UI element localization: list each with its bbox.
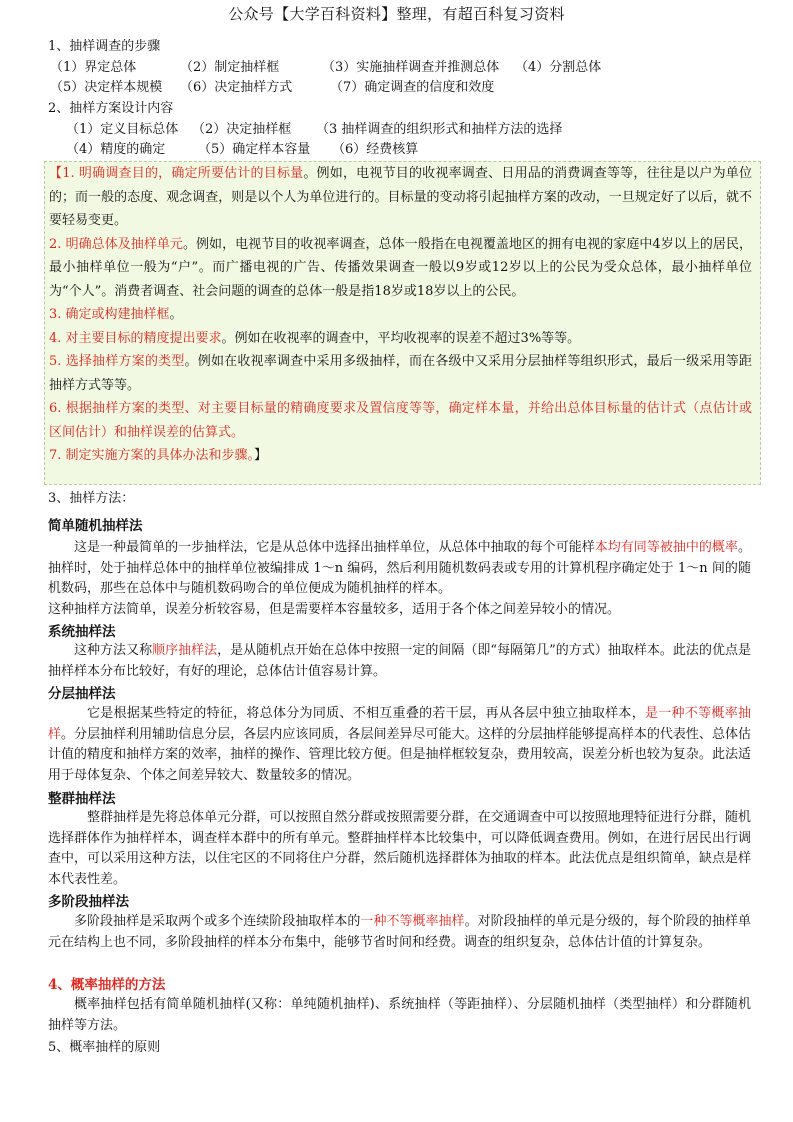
multi-p-b: 。对阶段抽样的单元是分级的，每个阶段的抽样单元在结构上也不同，多阶段抽样的样本分布集中，能够节省时间和经费。调查的组织复杂，总体估计值的计算复杂。 [48,914,751,950]
systematic-heading: 系统抽样法 [48,624,116,640]
box-item-1-text: 。例如，电视节目的收视率调查、日用品的消费调查等等，往往是以户为单位的；而一般的态度、观念调查，则是以个人为单位进行的。目标量的变动将引起抽样方案的改动，一旦规定好了以后，就不要轻易变更。 [49,166,752,228]
multistage-paragraph [48,912,751,953]
design-item-4: （4）精度的确定 [66,142,166,157]
step-7: （7）确定调查的信度和效度 [330,80,495,95]
stratified-paragraph [48,704,751,786]
step-1: （1）界定总体 [50,60,137,75]
box-item-6 [45,397,760,444]
box-item-3-text: 。 [169,307,183,322]
box-item-1-title: 【1. 明确调查目的，确定所要估计的目标量 [49,166,304,181]
sys-p-b: ，是从随机点开始在总体中按照一定的间隔（即“每隔第几”的方式）抽取样本。此法的优点是抽样样本分布比较好，有好的理论，总体估计值容易计算。 [48,643,751,679]
box-item-6-title: 6. 根据抽样方案的类型、对主要目标量的精确度要求及置信度等等，确定样本量，并给出总体目标量的估计式（点估计或区间估计）和抽样误差的估算式。 [49,401,752,440]
box-item-7 [45,444,760,468]
srs-p1-red: 本均有同等被抽中的概率 [594,540,738,555]
box-item-2-title: 2. 明确总体及抽样单元 [49,236,183,252]
cluster-heading: 整群抽样法 [48,791,116,807]
strat-p-b: 。分层抽样利用辅助信息分层，各层内应该同质，各层间差异尽可能大。这样的分层抽样能够提高样本的代表性、总体估计值的精度和抽样方案的效率，抽样的操作、管理比较方便。但是抽样框较复杂，费用较高，误差分析也较为复杂。此法适用于母体复杂、个体之间差异较大、数量较多的情况。 [48,726,751,783]
box-item-5 [45,350,760,397]
section1-title: 1、抽样调查的步骤 [48,39,161,54]
section2-title: 2、抽样方案设计内容 [48,101,174,116]
step-2: （2）制定抽样框 [180,60,280,75]
box-item-3-title: 3. 确定或构建抽样框 [49,307,170,322]
box-item-7-end: 】 [254,448,268,463]
box-item-4 [45,327,760,351]
design-item-3: （3 抽样调查的组织形式和抽样方法的选择 [316,122,563,137]
step-3: （3）实施抽样调查并推测总体 [322,60,500,75]
box-item-2-text: 。例如，电视节目的收视率调查，总体一般指在电视覆盖地区的拥有电视的家庭中4岁以上的居民，最小抽样单位一般为“户”。而广播电视的广告、传播效果调查一般以9岁或12岁以上的公民为受众总体，最小抽样单位为“个人”。消费者调查、社会问题的调查的总体一般是指18岁或18岁以上的公民。 [49,236,752,299]
design-item-1: （1）定义目标总体 [66,122,179,137]
cluster-paragraph: 整群抽样是先将总体单元分群，可以按照自然分群或按照需要分群，在交通调查中可以按照地理特征进行分群，随机选择群体作为抽样样本，调查样本群中的所有单元。整群抽样样本比较集中，可以降低调查费用。例如，在进行居民出行调查中，可以采用这种方法，以住宅区的不同将住户分群，然后随机选择群体为抽取的样本。此法优点是组织简单，缺点是样本代表性差。 [48,810,751,887]
design-item-2: （2）决定抽样框 [192,122,292,137]
design-item-5: （5）确定样本容量 [198,142,311,157]
sys-p-a: 这种方法又称 [74,643,153,658]
strat-p-a: 它是根据某些特定的特征，将总体分为同质、不相互重叠的若干层，再从各层中独立抽取样本， [87,706,645,721]
step-4: （4）分割总体 [515,60,602,75]
multi-p-red: 一种不等概率抽样 [360,914,465,929]
multi-p-a: 多阶段抽样是采取两个或多个连续阶段抽取样本的 [74,914,361,929]
box-item-2 [45,233,760,304]
strat-p-red: 是一种不等概率抽样 [48,706,751,742]
section4-title: 4、概率抽样的方法 [48,977,166,993]
section4-paragraph: 概率抽样包括有简单随机抽样(又称：单纯随机抽样)、系统抽样（等距抽样）、分层随机抽样（类型抽样）和分群随机抽样等方法。 [48,997,751,1033]
stratified-heading: 分层抽样法 [48,686,116,702]
box-item-1 [45,162,760,233]
section5-title: 5、概率抽样的原则 [48,1040,161,1055]
box-item-5-title: 5. 选择抽样方案的类型 [49,354,185,369]
design-steps-box [44,161,761,485]
page-header-title: 公众号【大学百科资料】整理，有超百科复习资料 [228,5,565,23]
box-item-5-text: 。例如在收视率调查中采用多级抽样，而在各级中又采用分层抽样等组织形式，最后一级采用等距抽样方式等等。 [49,354,752,393]
step-6: （6）决定抽样方式 [180,80,293,95]
sys-p-red: 顺序抽样法 [152,643,218,658]
box-item-3 [45,303,760,327]
box-item-7-title: 7. 制定实施方案的具体办法和步骤。 [49,448,255,463]
srs-paragraph-2: 这种抽样方法简单，误差分析较容易，但是需要样本容量较多，适用于各个体之间差异较小的情况。 [48,602,621,617]
srs-p1-a: 这是一种最简单的一步抽样法，它是从总体中选择出抽样单位，从总体中抽取的每个可能样 [74,540,595,555]
srs-paragraph-1 [48,538,751,600]
box-item-4-text: 。例如在收视率的调查中，平均收视率的误差不超过3%等等。 [221,330,581,346]
section3-title: 3、抽样方法： [48,491,135,506]
step-5: （5）决定样本规模 [50,80,163,95]
design-item-6: （6）经费核算 [332,142,419,157]
multistage-heading: 多阶段抽样法 [48,894,129,910]
box-item-4-title: 4. 对主要目标的精度提出要求 [49,330,222,346]
systematic-paragraph [48,641,751,682]
srs-p1-b: 。抽样时，处于抽样总体中的抽样单位被编排成 1～n 编码，然后利用随机数码表或专用的计算机程序确定处于 1～n 间的随机数码，那些在总体中与随机数码吻合的单位便成为随机抽样的样本。 [48,540,751,596]
srs-heading: 简单随机抽样法 [48,518,143,534]
